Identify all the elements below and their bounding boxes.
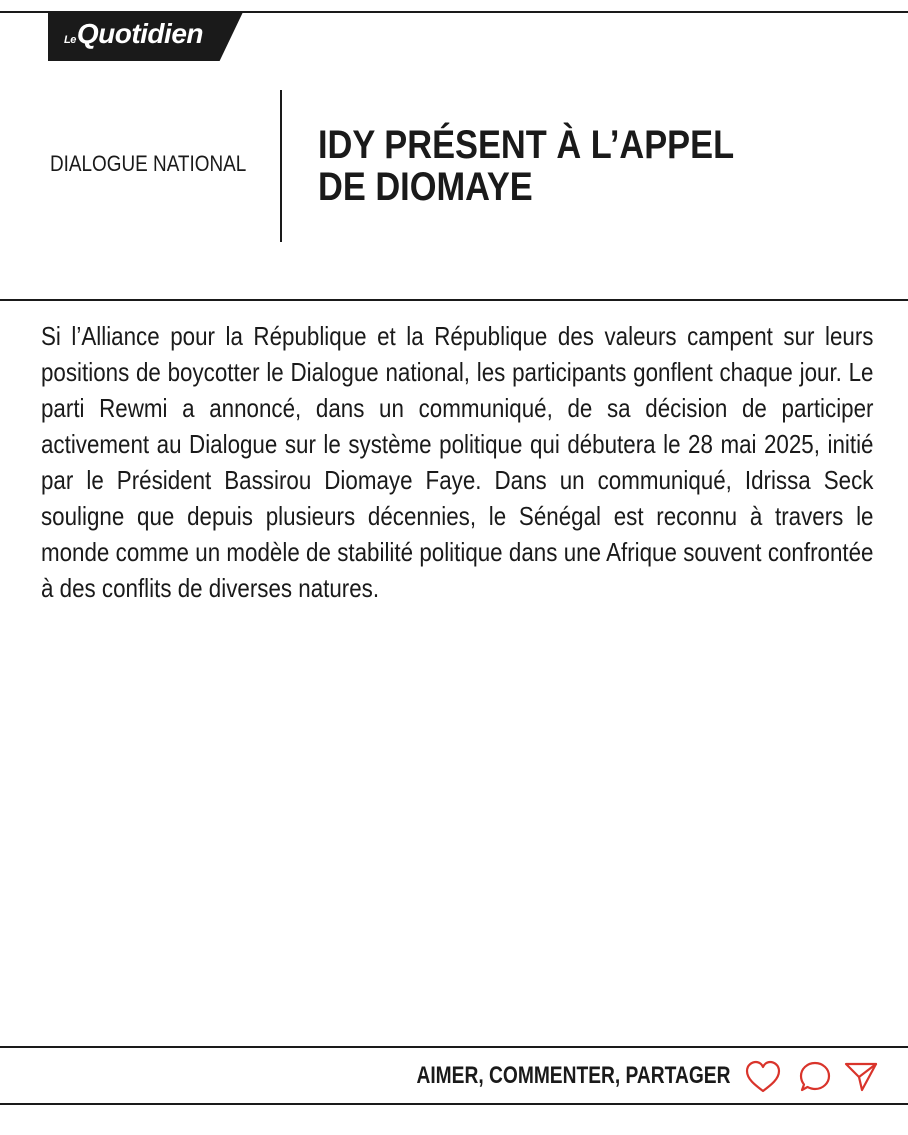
vertical-divider (280, 90, 282, 242)
share-icon[interactable] (843, 1060, 879, 1094)
footer-top-rule (0, 1046, 908, 1048)
header-rule (0, 299, 908, 301)
heart-icon[interactable] (745, 1060, 781, 1094)
headline: IDY PRÉSENT À L’APPEL DE DIOMAYE (318, 123, 734, 209)
footer-bottom-rule (0, 1103, 908, 1105)
logo-name: Quotidien (76, 18, 203, 49)
article-body: Si l’Alliance pour la République et la République des valeurs campent sur leurs positions de boycotter le Dialogue national, les participants gonflent chaque jour. Le parti Rewmi a annoncé, dans un communiqué, de sa décision de participer activement au Dialogue sur le système politique qui débutera le 28 mai 2025, initié par le Président Bassirou Diomaye Faye. Dans un communiqué, Idrissa Seck souligne que depuis plusieurs décennies, le Sénégal est reconnu à travers le monde comme un modèle de stabilité politique dans une Afrique souvent confrontée à des conflits de diverses natures. (41, 321, 874, 603)
section-kicker: DIALOGUE NATIONAL (50, 151, 247, 176)
logo (64, 18, 203, 50)
comment-icon[interactable] (798, 1060, 834, 1094)
logo-prefix: Le (64, 34, 76, 46)
call-to-action: AIMER, COMMENTER, PARTAGER (416, 1062, 730, 1089)
